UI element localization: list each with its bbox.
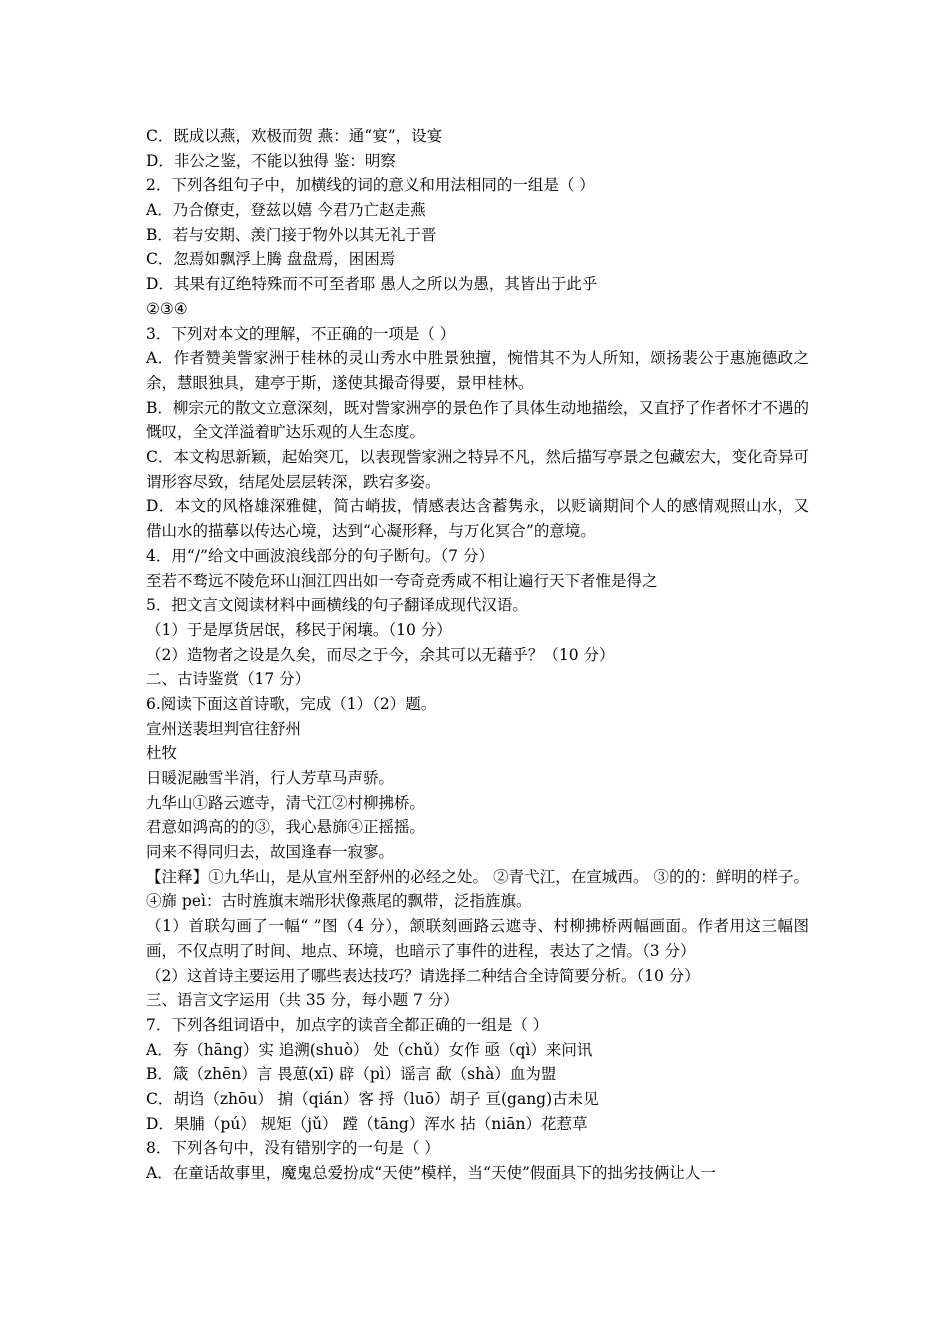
text-line: C．胡诌（zhōu） 掮（qián）客 捋（luō）胡子 亘(gang)古未见 — [146, 1090, 599, 1108]
text-line: 3．下列对本文的理解，不正确的一项是（ ） — [146, 324, 456, 343]
text-line: B．柳宗元的散文立意深刻，既对訾家洲亭的景色作了具体生动地描绘，又直抒了作者怀才不遇的慨叹，全文洋溢着旷达乐观的人生态度。 — [146, 398, 809, 442]
text-line: A．夯（hāng）实 追溯(shuò） 处（chǔ）女作 亟（qì）来问讯 — [146, 1040, 593, 1059]
text-line: 2．下列各组句子中，加横线的词的意义和用法相同的一组是（ ） — [146, 176, 595, 195]
text-line: D．果脯（pú） 规矩（jǔ） 蹚（tāng）浑水 拈（niān）花惹草 — [146, 1114, 588, 1133]
text-line: （1）首联勾画了一幅“ ”图（4 分），颔联刻画路云遮寺、村柳拂桥两幅画面。作者用这三幅图画，不仅点明了时间、地点、环境，也暗示了事件的进程，表达了之情。（3 分） — [146, 917, 809, 960]
text-line: A．在童话故事里，魔鬼总爱扮成“天使”模样，当“天使”假面具下的拙劣技俩让人一 — [146, 1164, 716, 1183]
text-line: B．箴（zhēn）言 畏葸(xī) 辟（pì）谣言 歃（shà）血为盟 — [146, 1065, 557, 1084]
text-line: 8．下列各句中，没有错别字的一句是（ ） — [146, 1139, 440, 1158]
text-line: 三、语言文字运用（共 35 分，每小题 7 分） — [146, 991, 459, 1010]
text-line: 7．下列各组词语中，加点字的读音全都正确的一组是（ ） — [146, 1015, 549, 1034]
text-line: 6.阅读下面这首诗歌，完成（1）（2）题。 — [146, 694, 437, 713]
text-line: A．作者赞美訾家洲于桂林的灵山秀水中胜景独擅，惋惜其不为人所知，颂扬裴公于惠施德政之余，慧眼独具，建亭于斯，遂使其撮奇得要，景甲桂林。 — [146, 349, 809, 392]
text-line: C．既成以燕，欢极而贺 燕：通“宴”，设宴 — [146, 127, 443, 145]
text-line: C．本文构思新颖，起始突兀，以表现訾家洲之特异不凡，然后描写亭景之包藏宏大，变化奇异可谓形容尽致，结尾处层层转深，跌宕多姿。 — [146, 448, 809, 491]
text-line: 【注释】①九华山，是从宣州至舒州的必经之处。 ②青弋江，在宣城西。 ③的的：鲜明的样子。 ④旆 peì：古时旌旗末端形状像燕尾的飘带，泛指旌旗。 — [146, 867, 809, 911]
text-line: 5．把文言文阅读材料中画横线的句子翻译成现代汉语。 — [146, 596, 528, 615]
text-line: 君意如鸿高的的③，我心悬旆④正摇摇。 — [146, 818, 426, 837]
document-page — [146, 124, 809, 1186]
text-line: 日暖泥融雪半消，行人芳草马声骄。 — [146, 769, 395, 787]
text-line: 杜牧 — [146, 744, 178, 763]
text-line: 二、古诗鉴赏（17 分） — [146, 670, 311, 689]
text-line: B．若与安期、羡门接于物外以其无礼于晋 — [146, 225, 437, 244]
text-line: （2）造物者之设是久矣，而尽之于今，余其可以无藉乎？（10 分） — [146, 645, 615, 664]
text-line: 宣州送裴坦判官往舒州 — [146, 719, 302, 738]
text-line: C．忽焉如飘浮上腾 盘盘焉，困困焉 — [146, 250, 396, 269]
text-line: （1）于是厚货居氓，移民于闲壤。（10 分） — [146, 620, 452, 639]
text-line: （2）这首诗主要运用了哪些表达技巧？请选择二种结合全诗简要分析。（10 分） — [146, 966, 700, 985]
text-line: ②③④ — [146, 299, 188, 318]
text-line: D．其果有辽绝特殊而不可至者耶 愚人之所以为愚，其皆出于此乎 — [146, 275, 598, 294]
text-line: A．乃合僚吏，登兹以嬉 今君乃亡赵走燕 — [146, 201, 426, 220]
text-line: 九华山①路云遮寺，清弋江②村柳拂桥。 — [146, 793, 426, 812]
text-line: 4．用“/”给文中画波浪线部分的句子断句。（7 分） — [146, 546, 494, 565]
text-line: 同来不得同归去，故国逢春一寂寥。 — [146, 843, 395, 862]
text-line: D．非公之鉴，不能以独得 鉴：明察 — [146, 151, 396, 170]
text-line: D．本文的风格雄深雅健，简古峭拔，情感表达含蓄隽永，以贬谪期间个人的感情观照山水，又借山水的描摹以传达心境，达到“心凝形释，与万化冥合”的意境。 — [146, 497, 809, 541]
text-line: 至若不骛远不陵危环山洄江四出如一夸奇竞秀咸不相让遍行天下者惟是得之 — [146, 571, 658, 590]
